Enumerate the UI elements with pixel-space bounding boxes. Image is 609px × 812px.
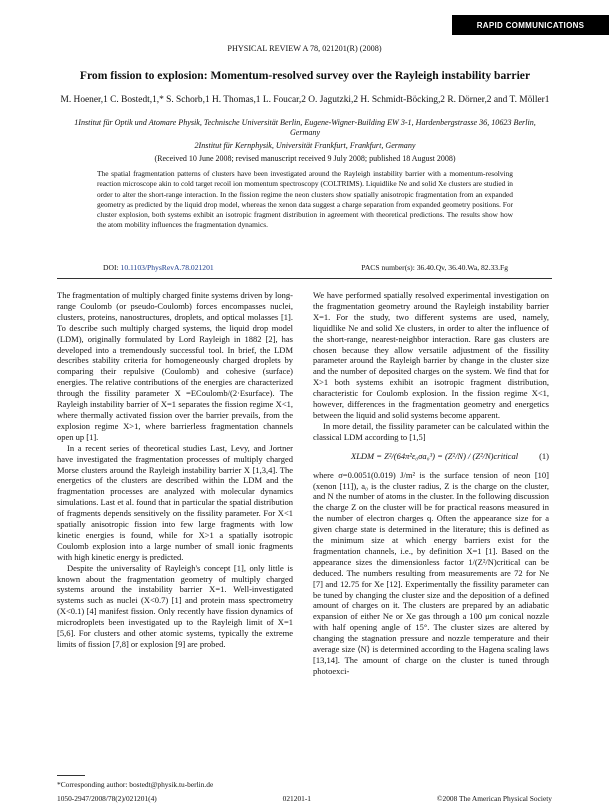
header-divider — [57, 278, 552, 279]
equation-body: XLDM = Z²/(64π²ε₀σa₀³) = (Z²/N) / (Z²/N)critical — [351, 450, 519, 461]
doi — [103, 263, 214, 272]
affiliation-2: 2Institut für Kernphysik, Universität Frankfurt, Frankfurt, Germany — [194, 141, 416, 150]
affiliation-1: 1Institut für Optik und Atomare Physik, Technische Universität Berlin, Eugene-Wigner-Building EW 3-1, Hardenbergstrasse 36, 10623 Berlin, Germany — [74, 118, 536, 137]
page-footer — [57, 794, 552, 803]
equation-1 — [313, 451, 549, 462]
right-column — [313, 290, 549, 677]
doi-label: DOI: — [103, 263, 119, 272]
page-number: 021201-1 — [282, 794, 311, 803]
abstract: The spatial fragmentation patterns of clusters have been investigated around the Rayleigh instability barrier with a momentum-resolving reaction microscope akin to cold target recoil ion momentum spectroscopy (COLTRIMS). Liquidlike Ne and solid Xe clusters are studied in order to alter the short-range interaction. In the fission regime the neon clusters show spatially anisotropic fragmentation from an expanded geometry as predicted by the liquid drop model, whereas the xenon data suggest a charge separation from expanded geometry positions. For cluster explosion, both systems exhibit an isotropic fragment distribution in agreement with theoretical predictions. The results show how the atom mobility influences the fragmentation dynamics. — [97, 169, 513, 230]
paragraph: We have performed spatially resolved experimental investigation on the fragmentation geometry around the Rayleigh instability barrier X=1. For the study, two different systems are used, namely, liquidlike Ne and solid Xe clusters, in order to alter the influence of the short-range, nearest-neighbor interaction. Rare gas clusters are chosen because they allow versatile adjustment of the fissility parameter around the Rayleigh barrier by change in the cluster size and the number of deposited charges on the system. We find that for X>1 both systems exhibit an isotropic fragment distribution, characteristic for Coulomb explosion. In the fission regime X<1, however, differences in the fragmentation geometry and energetics between the liquid and solid systems become apparent. — [313, 290, 549, 420]
paragraph: Despite the universality of Rayleigh's concept [1], only little is known about the fragmentation geometry of multiply charged systems around the instability barrier X=1. Well-investigated systems such as nuclei (X<0.7) [1] and protein mass spectrometry (X<0.1) [4] manifest fission. Only recently have fission dynamics of microdroplets been investigated up to the Rayleigh limit of X=1 [5,6]. For clusters and other atomic systems, typically the extreme limits of fission [7,8] or explosion [9] are probed. — [57, 562, 293, 649]
copyright: ©2008 The American Physical Society — [436, 794, 552, 803]
paper-title: From fission to explosion: Momentum-resolved survey over the Rayleigh instability barrier — [79, 69, 531, 82]
corresponding-author-footnote: *Corresponding author: bostedt@physik.tu-berlin.de — [57, 780, 214, 789]
left-column — [57, 290, 293, 650]
doi-link[interactable]: 10.1103/PhysRevA.78.021201 — [120, 263, 214, 272]
pacs-numbers: PACS number(s): 36.40.Qv, 36.40.Wa, 82.33.Fg — [361, 263, 508, 272]
doi-pacs-line — [103, 263, 508, 272]
journal-header: PHYSICAL REVIEW A 78, 021201(R) (2008) — [227, 44, 382, 53]
received-dates: (Received 10 June 2008; revised manuscript received 9 July 2008; published 18 August 2008) — [154, 154, 456, 163]
paragraph: In a recent series of theoretical studies Last, Levy, and Jortner have investigated the fragmentation processes of multiply charged Morse clusters around the Rayleigh instability barrier X [1,3,4]. The energetics of the clusters are described within the LDM and the fragmentation processes are analyzed with molecular dynamics simulations. Last et al. found that in particular the spatial distribution of fragments depends sensitively on the fissility parameter. For X<1 spatially anisotropic fission into few large fragments with low kinetic energies is found, while for X>1 a spatially isotropic Coulomb explosion into a large number of small ionic fragments with high kinetic energy is predicted. — [57, 442, 293, 562]
author-list: M. Hoener,1 C. Bostedt,1,* S. Schorb,1 H. Thomas,1 L. Foucar,2 O. Jagutzki,2 H. Schmidt-Böcking,2 R. Dörner,2 and T. Möller1 — [60, 95, 550, 105]
paragraph: The fragmentation of multiply charged finite systems driven by long-range Coulomb (or pseudo-Coulomb) forces encompasses nuclei, clusters, proteins, nanostructures, droplets, and optical molasses [1]. To describe such multiply charged systems, the liquid drop model (LDM), originally formulated by Lord Rayleigh in 1882 [2], has developed into a tremendously successful tool. In brief, the LDM describes stability criteria for homogeneously charged droplets by comparing their repulsive (Coulomb) and cohesive (surface) energies. The relative contributions of the energies are characterized through the fissility parameter X =ECoulomb/(2·Esurface). The Rayleigh instability barrier of X=1 separates the fission regime X<1, where thermally activated fission over the barrier prevails, from the explosion regime X>1, where barrierless fragmentation channels open up [1]. — [57, 290, 293, 442]
footnote-divider — [57, 775, 85, 776]
paragraph: where σ=0.0051(0.019) J/m² is the surface tension of neon [10] (xenon [11]), a₀ is the cluster radius, Z is the charge on the cluster, and N the number of atoms in the cluster. In the following discussion the charge Z on the cluster will be for practical reasons measured in the number of electron charges q. Often the appearance size for a given charge state is determined in the literature; this is defined as the minimum size at which energy barriers exist for the fragmentation channels, i.e., by definition X=1 [1]. Based on the appearance sizes the dimensionless factor 1/(Z²/N)critical can be deduced. The numbers resulting from measurements are 72 for Ne [7] and 12.75 for Xe [12]. Experimentally the fissility parameter can be tuned by changing the cluster size and the deposition of a defined amount of charges on it. The clusters are prepared by an adiabatic expansion of either Ne or Xe gas through a 100 μm conical nozzle with half opening angle of 15°. The cluster sizes are altered by changing the stagnation pressure and nozzle temperature and their average size ⟨N⟩ is determined according to the Hagena scaling laws [13,14]. The amount of charge on the cluster is tuned through photoexci- — [313, 469, 549, 676]
footer-code: 1050-2947/2008/78(2)/021201(4) — [57, 794, 157, 803]
rapid-communications-badge: RAPID COMMUNICATIONS — [452, 15, 609, 35]
paragraph: In more detail, the fissility parameter can be calculated within the classical LDM according to [1,5] — [313, 420, 549, 442]
equation-number: (1) — [539, 450, 549, 461]
